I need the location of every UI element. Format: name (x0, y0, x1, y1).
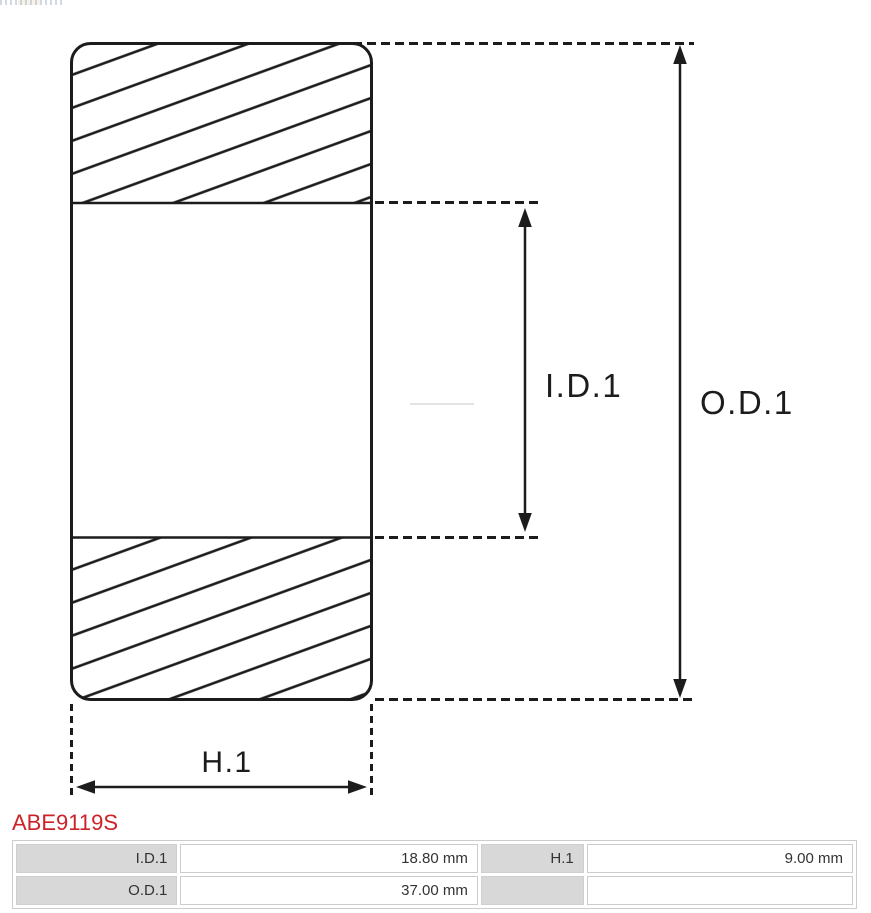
outer-ring-bottom-hatch (71, 538, 372, 701)
part-number: ABE9119S (12, 810, 119, 835)
h-arrowhead-right-icon (348, 780, 367, 794)
h-arrowhead-left-icon (76, 780, 95, 794)
spec-label-id: I.D.1 (16, 844, 177, 873)
table-row (16, 876, 853, 905)
bearing-body (71, 43, 474, 700)
od-arrowhead-down-icon (673, 679, 687, 698)
spec-table (12, 840, 857, 909)
spec-value-h: 9.00 mm (587, 844, 853, 873)
spec-label-od: O.D.1 (16, 876, 177, 905)
id-arrowhead-up-icon (518, 208, 532, 227)
h-label: H.1 (201, 746, 253, 779)
spec-value-id: 18.80 mm (180, 844, 478, 873)
spec-label-empty (481, 876, 584, 905)
id-arrowhead-down-icon (518, 513, 532, 532)
spec-label-h: H.1 (481, 844, 584, 873)
inner-diameter-dimension (375, 203, 622, 538)
spec-value-empty (587, 876, 853, 905)
od-label: O.D.1 (700, 384, 794, 421)
spec-value-od: 37.00 mm (180, 876, 478, 905)
height-dimension (72, 704, 372, 796)
id-label: I.D.1 (545, 367, 623, 404)
outer-ring-top-hatch (71, 43, 372, 203)
od-arrowhead-up-icon (673, 45, 687, 64)
table-row (16, 844, 853, 873)
